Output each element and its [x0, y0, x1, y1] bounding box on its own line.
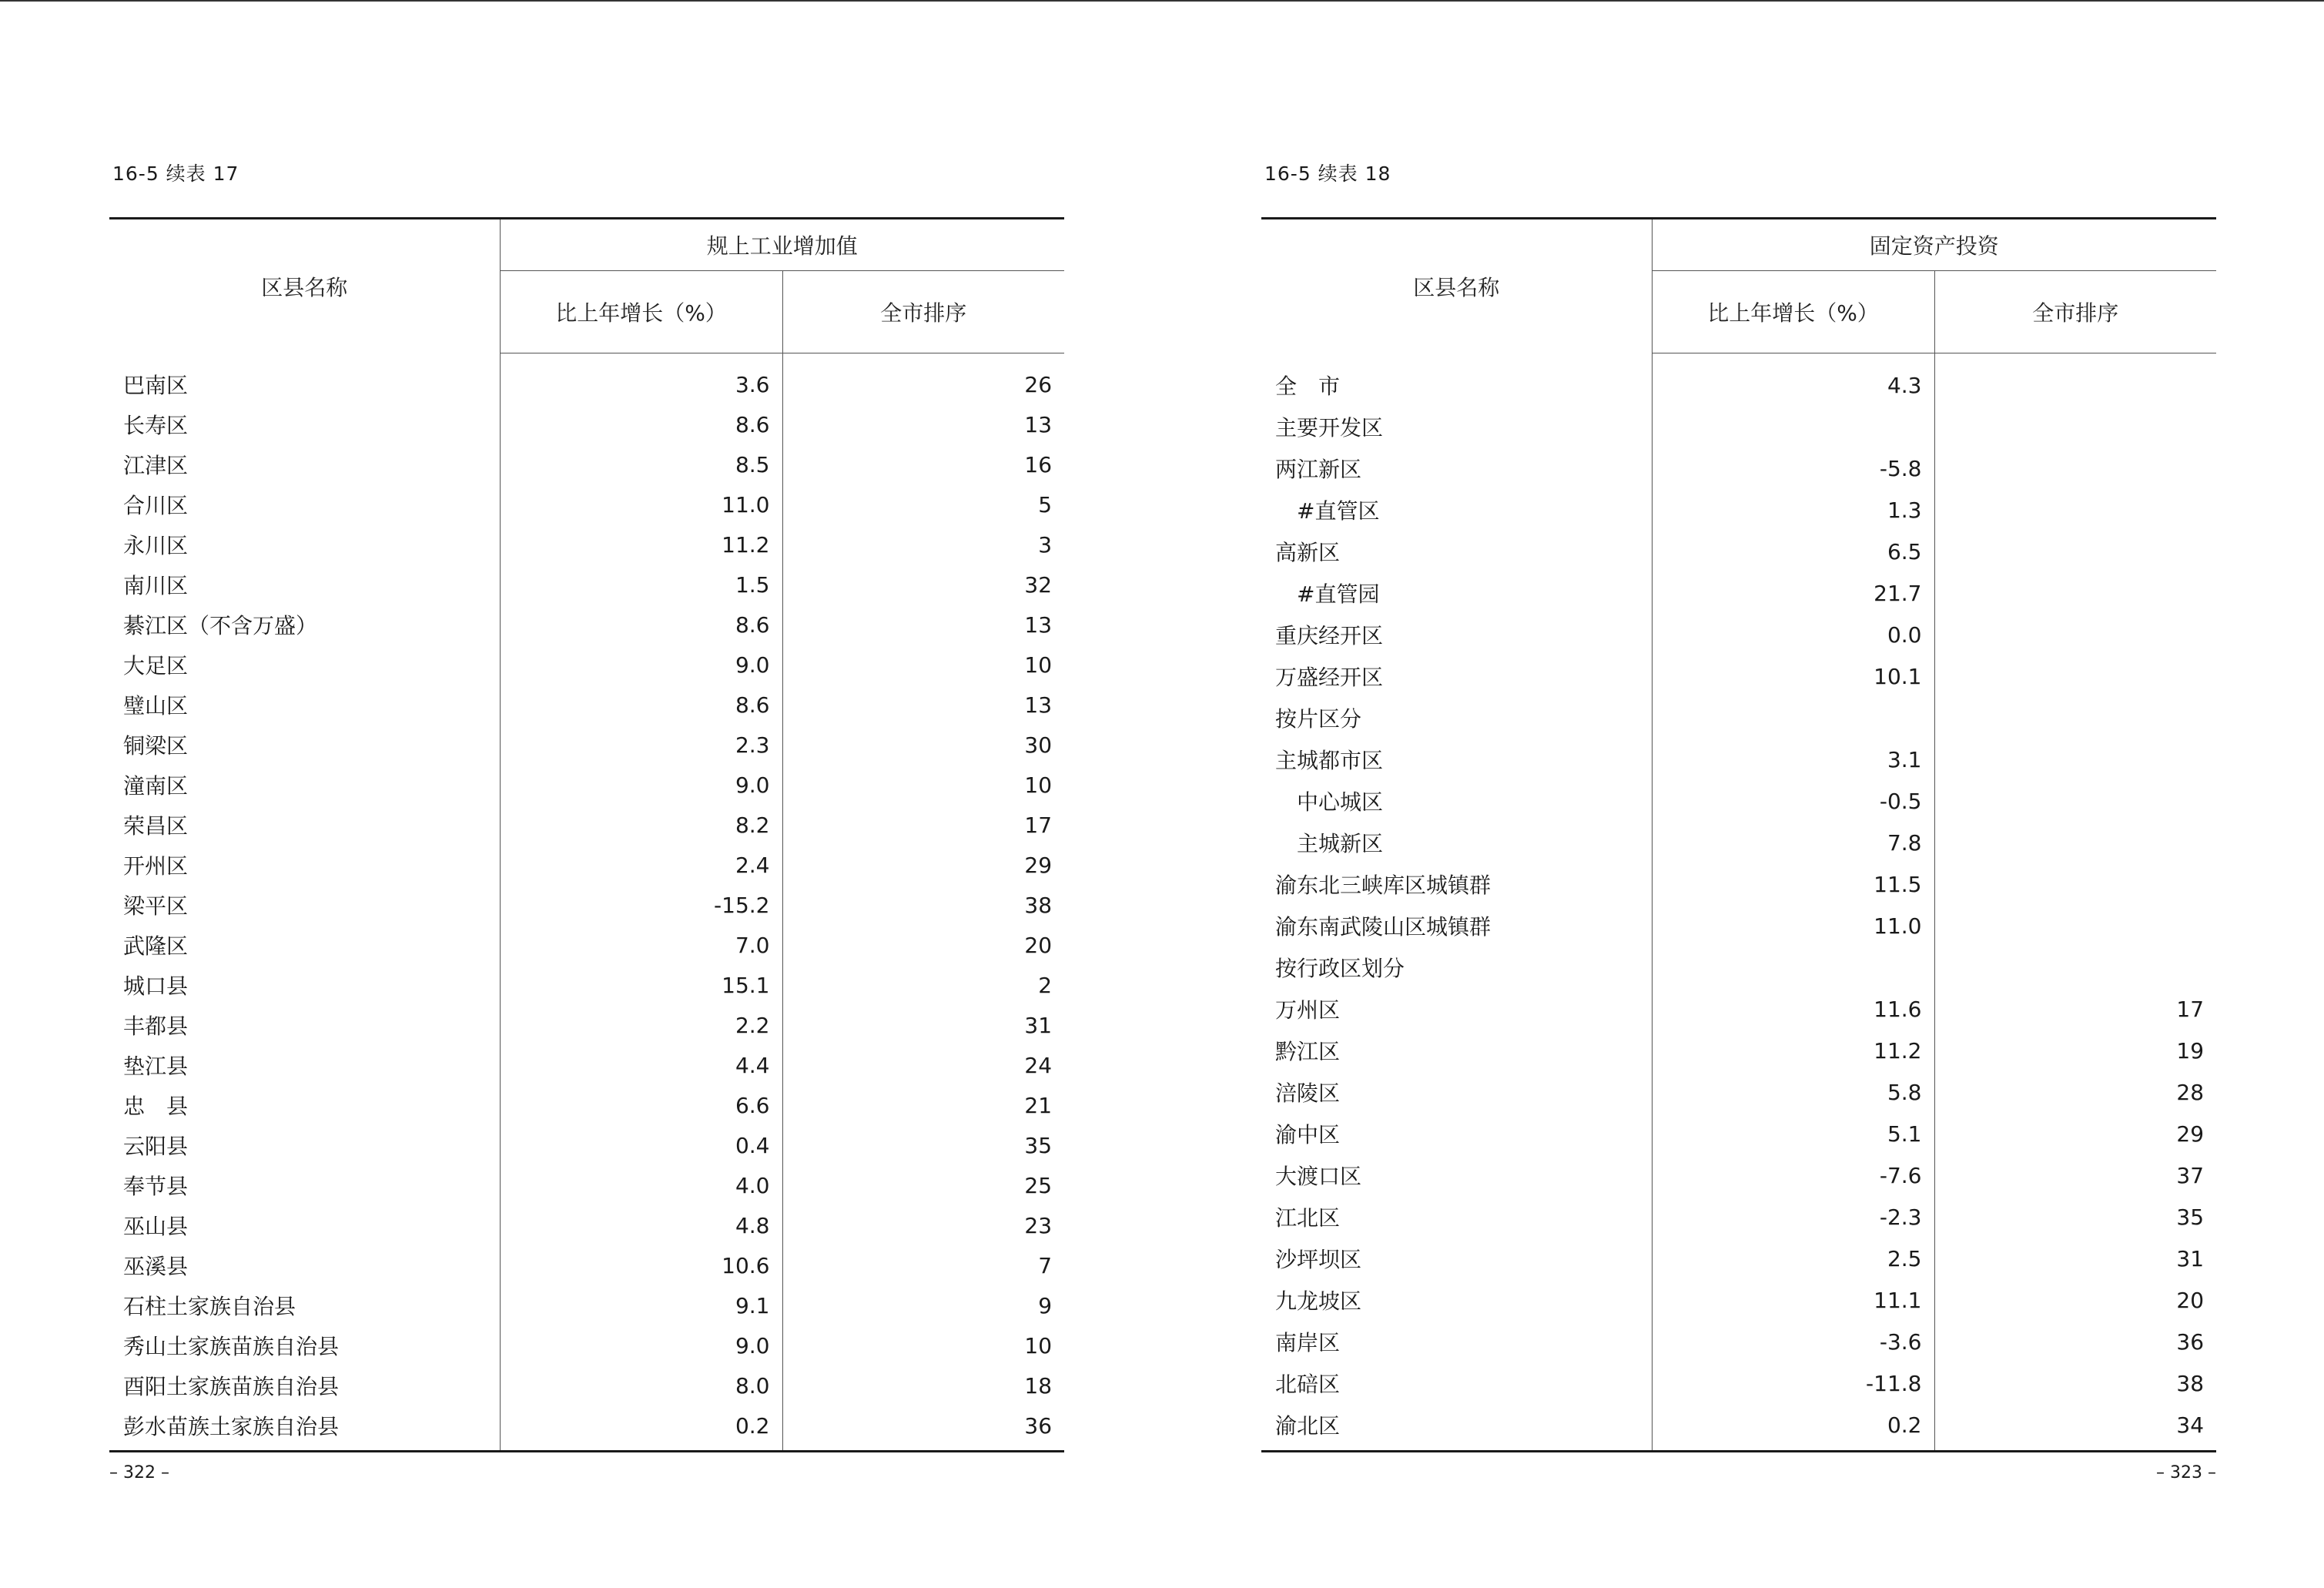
rank-value-cell: 17: [1024, 812, 1053, 838]
table-row: [1261, 739, 2216, 780]
table-row: [1261, 905, 2216, 946]
district-name-cell: 彭水苗族土家族自治县: [109, 1405, 500, 1452]
rank-value-cell: 31: [2176, 1245, 2205, 1271]
growth-value-cell: 4.4: [500, 1045, 782, 1085]
district-name-cell: 大足区: [109, 645, 500, 685]
rank-value-cell: 9: [1038, 1292, 1053, 1318]
rank-value-cell: 35: [2176, 1204, 2205, 1230]
growth-value-cell: 6.5: [1652, 531, 1934, 572]
rank-value-cell: 3: [1038, 531, 1053, 558]
growth-value-cell: -3.6: [1652, 1321, 1934, 1362]
table-row: [1261, 406, 2216, 447]
rank-value-cell: 36: [2176, 1328, 2205, 1355]
district-name-cell: 云阳县: [109, 1125, 500, 1165]
growth-value-cell: 9.1: [500, 1285, 782, 1325]
table-row: [1261, 1238, 2216, 1279]
growth-value-cell: 2.5: [1652, 1238, 1934, 1279]
rank-value-cell: 24: [1024, 1052, 1053, 1078]
table-row: [109, 1405, 1064, 1452]
growth-value-cell: 9.0: [500, 765, 782, 805]
district-name-cell: 南岸区: [1261, 1321, 1652, 1362]
district-name-cell: 武隆区: [109, 925, 500, 965]
rank-value-cell: 31: [1024, 1012, 1053, 1038]
table-row: [109, 605, 1064, 645]
table-row: [1261, 572, 2216, 614]
growth-value-cell: 11.2: [1652, 1030, 1934, 1071]
table-row: [109, 565, 1064, 605]
growth-value-cell: -15.2: [500, 885, 782, 925]
rank-value-cell: [1934, 822, 2216, 863]
column-header-rank: 全市排序: [1934, 271, 2216, 353]
rank-value-cell: 13: [1024, 411, 1053, 437]
district-name-cell: 梁平区: [109, 885, 500, 925]
rank-value-cell: [1934, 447, 2216, 489]
table-caption: 16-5 续表 17: [112, 162, 239, 185]
rank-value-cell: [1934, 531, 2216, 572]
table-row: [1261, 531, 2216, 572]
growth-value-cell: 11.0: [500, 484, 782, 524]
table-row: [1261, 780, 2216, 822]
district-name-cell: 高新区: [1261, 531, 1652, 572]
table-row: [1261, 489, 2216, 531]
growth-value-cell: 3.1: [1652, 739, 1934, 780]
rank-value-cell: [1934, 614, 2216, 655]
industrial-value-table: [109, 217, 1064, 1452]
growth-value-cell: 15.1: [500, 965, 782, 1005]
district-name-cell: 万盛经开区: [1261, 655, 1652, 697]
growth-value-cell: -11.8: [1652, 1362, 1934, 1404]
district-name-cell: 沙坪坝区: [1261, 1238, 1652, 1279]
rank-value-cell: [1934, 739, 2216, 780]
table-row: [109, 1085, 1064, 1125]
district-name-cell: 万州区: [1261, 988, 1652, 1030]
rank-value-cell: 37: [2176, 1162, 2205, 1188]
district-name-cell: 忠 县: [109, 1085, 500, 1125]
fixed-asset-investment-table: [1261, 217, 2216, 1452]
district-name-cell: 綦江区（不含万盛）: [109, 605, 500, 645]
table-row: [109, 885, 1064, 925]
table-row: [109, 845, 1064, 885]
page-number: – 322 –: [109, 1463, 169, 1482]
rank-value-cell: 29: [1024, 852, 1053, 878]
rank-value-cell: 21: [1024, 1092, 1053, 1118]
table-row: [1261, 614, 2216, 655]
rank-value-cell: 38: [2176, 1370, 2205, 1396]
growth-value-cell: 9.0: [500, 1325, 782, 1365]
district-name-cell: 巫溪县: [109, 1245, 500, 1285]
rank-value-cell: 34: [1934, 1404, 2216, 1452]
rank-value-cell: 38: [1024, 892, 1053, 918]
rank-value-cell: [1934, 780, 2216, 822]
table-row: [1261, 1279, 2216, 1321]
district-name-cell: 江北区: [1261, 1196, 1652, 1238]
district-name-cell: 南川区: [109, 565, 500, 605]
growth-value-cell: 0.4: [500, 1125, 782, 1165]
rank-value-cell: 17: [2176, 996, 2205, 1022]
district-name-cell: 城口县: [109, 965, 500, 1005]
rank-value-cell: 5: [1038, 491, 1053, 518]
table-row: [109, 1325, 1064, 1365]
district-name-cell: 渝东南武陵山区城镇群: [1261, 905, 1652, 946]
table-row: [1261, 1196, 2216, 1238]
table-row: [109, 353, 1064, 405]
table-caption: 16-5 续表 18: [1264, 162, 1391, 185]
district-name-cell: 全 市: [1261, 353, 1652, 407]
district-name-cell: 九龙坡区: [1261, 1279, 1652, 1321]
growth-value-cell: 11.0: [1652, 905, 1934, 946]
table-row: [1261, 946, 2216, 988]
growth-value-cell: -0.5: [1652, 780, 1934, 822]
table-row: [109, 1285, 1064, 1325]
rank-value-cell: [1934, 697, 2216, 739]
table-row: [1261, 447, 2216, 489]
growth-value-cell: 8.5: [500, 444, 782, 484]
growth-value-cell: [1652, 406, 1934, 447]
table-row: [109, 444, 1064, 484]
rank-value-cell: 13: [1024, 611, 1053, 638]
district-name-cell: 北碚区: [1261, 1362, 1652, 1404]
growth-value-cell: 7.8: [1652, 822, 1934, 863]
table-row: [1261, 1321, 2216, 1362]
growth-value-cell: 8.6: [500, 605, 782, 645]
growth-value-cell: 4.8: [500, 1205, 782, 1245]
district-name-cell: 璧山区: [109, 685, 500, 725]
table-row: [1261, 353, 2216, 407]
district-name-cell: 重庆经开区: [1261, 614, 1652, 655]
district-name-cell: 两江新区: [1261, 447, 1652, 489]
rank-value-cell: 35: [1024, 1132, 1053, 1158]
district-name-cell: 巫山县: [109, 1205, 500, 1245]
rank-value-cell: 32: [1024, 571, 1053, 598]
column-group-header: 规上工业增加值: [500, 219, 1064, 271]
growth-value-cell: -5.8: [1652, 447, 1934, 489]
rank-value-cell: 13: [1024, 692, 1053, 718]
table-row: [109, 1045, 1064, 1085]
district-name-cell: 主城新区: [1261, 822, 1652, 863]
rank-value-cell: [1934, 655, 2216, 697]
table-row: [109, 725, 1064, 765]
district-name-cell: 主要开发区: [1261, 406, 1652, 447]
page-number: – 323 –: [2156, 1463, 2216, 1482]
table-row: [109, 685, 1064, 725]
table-row: [1261, 1071, 2216, 1113]
rank-value-cell: [1934, 863, 2216, 905]
district-name-cell: 渝北区: [1261, 1404, 1652, 1452]
rank-value-cell: 10: [1024, 652, 1053, 678]
growth-value-cell: -7.6: [1652, 1154, 1934, 1196]
growth-value-cell: 0.2: [1652, 1404, 1934, 1452]
table-row: [109, 1245, 1064, 1285]
growth-value-cell: 2.4: [500, 845, 782, 885]
table-row: [1261, 1362, 2216, 1404]
growth-value-cell: -2.3: [1652, 1196, 1934, 1238]
table-row: [109, 1005, 1064, 1045]
growth-value-cell: 0.2: [500, 1405, 782, 1452]
table-row: [1261, 863, 2216, 905]
growth-value-cell: 21.7: [1652, 572, 1934, 614]
district-name-cell: 垫江县: [109, 1045, 500, 1085]
growth-value-cell: 2.3: [500, 725, 782, 765]
district-name-cell: 开州区: [109, 845, 500, 885]
table-row: [1261, 1030, 2216, 1071]
district-name-cell: 酉阳土家族苗族自治县: [109, 1365, 500, 1405]
table-row: [109, 524, 1064, 565]
district-name-cell: #直管园: [1261, 572, 1652, 614]
growth-value-cell: 8.6: [500, 404, 782, 444]
rank-value-cell: 16: [1024, 451, 1053, 477]
table-row: [109, 765, 1064, 805]
district-name-cell: 永川区: [109, 524, 500, 565]
growth-value-cell: 1.5: [500, 565, 782, 605]
rank-value-cell: [1934, 572, 2216, 614]
table-row: [109, 1165, 1064, 1205]
district-name-cell: 丰都县: [109, 1005, 500, 1045]
rank-value-cell: 20: [1024, 932, 1053, 958]
table-row: [109, 484, 1064, 524]
rank-value-cell: 30: [1024, 732, 1053, 758]
rank-value-cell: [1934, 905, 2216, 946]
column-header-district: 区县名称: [1261, 219, 1652, 353]
district-name-cell: 中心城区: [1261, 780, 1652, 822]
table-body: [1261, 353, 2216, 1452]
table-row: [109, 404, 1064, 444]
growth-value-cell: 8.6: [500, 685, 782, 725]
district-name-cell: 按片区分: [1261, 697, 1652, 739]
column-header-district: 区县名称: [109, 219, 500, 353]
district-name-cell: 江津区: [109, 444, 500, 484]
rank-value-cell: 10: [1024, 1332, 1053, 1359]
column-header-growth: 比上年增长（%）: [500, 271, 782, 353]
table-row: [109, 805, 1064, 845]
district-name-cell: 长寿区: [109, 404, 500, 444]
table-row: [109, 1205, 1064, 1245]
growth-value-cell: 7.0: [500, 925, 782, 965]
district-name-cell: 潼南区: [109, 765, 500, 805]
rank-value-cell: 7: [1038, 1252, 1053, 1278]
growth-value-cell: 8.0: [500, 1365, 782, 1405]
growth-value-cell: 0.0: [1652, 614, 1934, 655]
table-row: [109, 965, 1064, 1005]
rank-value-cell: 2: [1038, 972, 1053, 998]
growth-value-cell: [1652, 946, 1934, 988]
table-row: [1261, 1154, 2216, 1196]
top-border: [0, 0, 2324, 2]
growth-value-cell: 9.0: [500, 645, 782, 685]
growth-value-cell: 5.8: [1652, 1071, 1934, 1113]
table-row: [1261, 655, 2216, 697]
district-name-cell: 石柱土家族自治县: [109, 1285, 500, 1325]
column-header-rank: 全市排序: [782, 271, 1064, 353]
growth-value-cell: 10.6: [500, 1245, 782, 1285]
district-name-cell: 奉节县: [109, 1165, 500, 1205]
district-name-cell: 渝东北三峡库区城镇群: [1261, 863, 1652, 905]
district-name-cell: #直管区: [1261, 489, 1652, 531]
rank-value-cell: 19: [2176, 1037, 2205, 1064]
rank-value-cell: [1934, 489, 2216, 531]
growth-value-cell: 11.2: [500, 524, 782, 565]
table-row: [109, 1365, 1064, 1405]
district-name-cell: 黔江区: [1261, 1030, 1652, 1071]
growth-value-cell: 11.6: [1652, 988, 1934, 1030]
district-name-cell: 合川区: [109, 484, 500, 524]
growth-value-cell: 2.2: [500, 1005, 782, 1045]
growth-value-cell: [1652, 697, 1934, 739]
rank-value-cell: 10: [1024, 772, 1053, 798]
growth-value-cell: 11.5: [1652, 863, 1934, 905]
district-name-cell: 大渡口区: [1261, 1154, 1652, 1196]
table-row: [109, 645, 1064, 685]
rank-value-cell: 36: [782, 1405, 1064, 1452]
growth-value-cell: 10.1: [1652, 655, 1934, 697]
growth-value-cell: 4.0: [500, 1165, 782, 1205]
growth-value-cell: 5.1: [1652, 1113, 1934, 1154]
rank-value-cell: 29: [2176, 1121, 2205, 1147]
rank-value-cell: [1934, 406, 2216, 447]
table-body: [109, 353, 1064, 1452]
rank-value-cell: 28: [2176, 1079, 2205, 1105]
growth-value-cell: 6.6: [500, 1085, 782, 1125]
district-name-cell: 铜梁区: [109, 725, 500, 765]
growth-value-cell: 3.6: [500, 353, 782, 405]
table-row: [1261, 822, 2216, 863]
table-row: [109, 925, 1064, 965]
district-name-cell: 巴南区: [109, 353, 500, 405]
growth-value-cell: 8.2: [500, 805, 782, 845]
table-row: [1261, 988, 2216, 1030]
district-name-cell: 涪陵区: [1261, 1071, 1652, 1113]
rank-value-cell: 18: [1024, 1372, 1053, 1399]
column-group-header: 固定资产投资: [1652, 219, 2216, 271]
rank-value-cell: 25: [1024, 1172, 1053, 1198]
district-name-cell: 按行政区划分: [1261, 946, 1652, 988]
table-row: [1261, 1113, 2216, 1154]
table-row: [1261, 697, 2216, 739]
district-name-cell: 主城都市区: [1261, 739, 1652, 780]
table-row: [1261, 1404, 2216, 1452]
growth-value-cell: 1.3: [1652, 489, 1934, 531]
growth-value-cell: 11.1: [1652, 1279, 1934, 1321]
rank-value-cell: 20: [2176, 1287, 2205, 1313]
rank-value-cell: [1934, 353, 2216, 407]
district-name-cell: 渝中区: [1261, 1113, 1652, 1154]
district-name-cell: 荣昌区: [109, 805, 500, 845]
growth-value-cell: 4.3: [1652, 353, 1934, 407]
column-header-growth: 比上年增长（%）: [1652, 271, 1934, 353]
district-name-cell: 秀山土家族苗族自治县: [109, 1325, 500, 1365]
table-row: [109, 1125, 1064, 1165]
rank-value-cell: 23: [1024, 1212, 1053, 1238]
rank-value-cell: [1934, 946, 2216, 988]
rank-value-cell: 26: [1024, 371, 1053, 397]
